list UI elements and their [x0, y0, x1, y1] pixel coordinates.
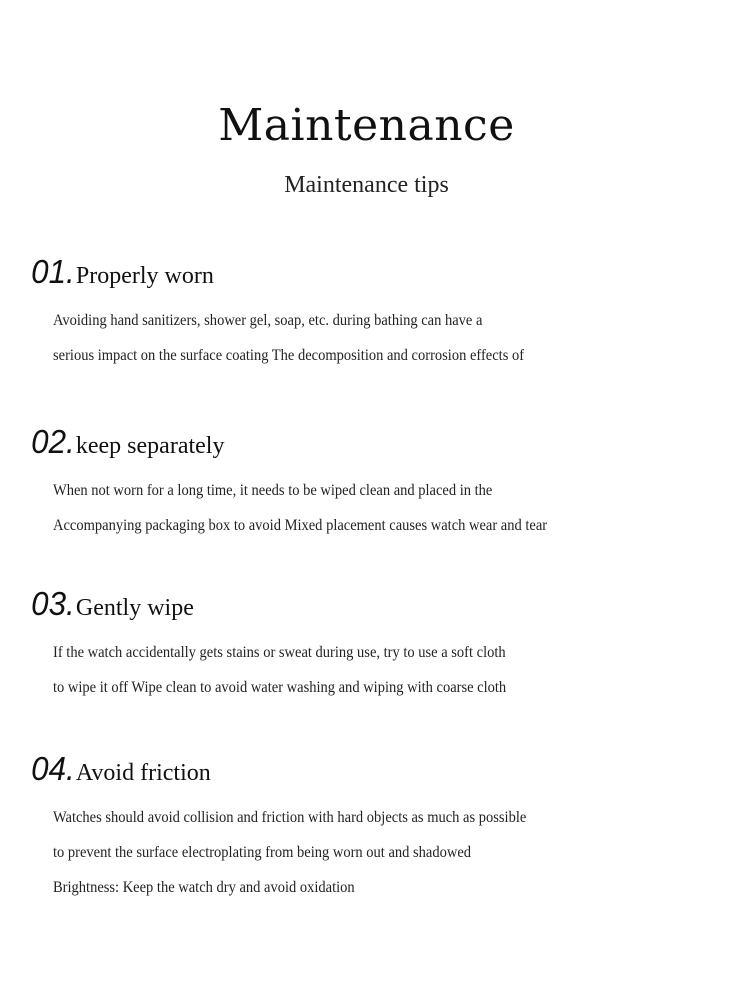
tip-line: to wipe it off Wipe clean to avoid water washing and wiping with coarse cloth [53, 679, 507, 696]
tip-heading [30, 253, 730, 293]
tip-line: Avoiding hand sanitizers, shower gel, soap, etc. during bathing can have a [53, 312, 483, 329]
tip-line: Brightness: Keep the watch dry and avoid oxidation [53, 879, 355, 896]
tip-line: Watches should avoid collision and friction with hard objects as much as possible [53, 809, 527, 826]
tip-heading [30, 423, 730, 463]
tip-number: 02. [31, 423, 75, 460]
tip-heading [30, 585, 730, 625]
tip-line: When not worn for a long time, it needs to be wiped clean and placed in the [53, 482, 493, 499]
tip-line: If the watch accidentally gets stains or sweat during use, try to use a soft cloth [53, 644, 506, 661]
tip-title: Avoid friction [75, 760, 211, 786]
tip-title: Gently wipe [75, 595, 194, 621]
tip-section-1 [30, 253, 730, 373]
tip-line: serious impact on the surface coating The decomposition and corrosion effects of [53, 347, 525, 364]
tip-title: keep separately [75, 433, 225, 459]
page-subtitle: Maintenance tips [284, 172, 449, 198]
tip-number: 01. [31, 253, 75, 290]
tip-number: 03. [31, 585, 75, 622]
tip-section-3 [30, 585, 730, 705]
tip-body [53, 635, 683, 705]
tip-section-4 [30, 750, 730, 905]
tip-body [53, 800, 683, 905]
page-title: Maintenance [218, 100, 515, 151]
tip-body [53, 473, 683, 543]
tip-number: 04. [31, 750, 75, 787]
tip-line: to prevent the surface electroplating from being worn out and shadowed [53, 844, 472, 861]
tip-body [53, 303, 683, 373]
tip-line: Accompanying packaging box to avoid Mixed placement causes watch wear and tear [53, 517, 548, 534]
tip-title: Properly worn [75, 263, 214, 289]
tip-heading [30, 750, 730, 790]
tip-section-2 [30, 423, 730, 543]
